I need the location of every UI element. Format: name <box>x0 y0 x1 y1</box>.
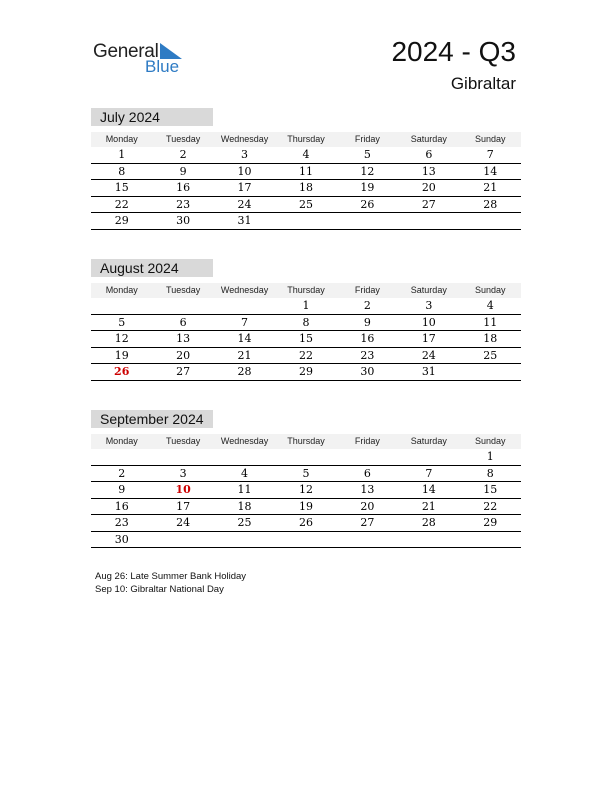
day-cell: 14 <box>237 332 252 345</box>
weekday-label: Wednesday <box>220 285 269 295</box>
day-cell: 12 <box>298 483 313 496</box>
day-cell: 15 <box>114 181 129 194</box>
weekday-label: Tuesday <box>166 134 201 144</box>
week-row <box>91 515 521 532</box>
day-cell: 20 <box>360 499 375 513</box>
weekday-label: Saturday <box>410 285 447 295</box>
day-cell: 6 <box>363 466 371 480</box>
week-row <box>91 364 521 381</box>
day-cell: 7 <box>486 148 494 161</box>
day-cell: 5 <box>363 148 371 161</box>
day-cell: 26 <box>360 197 375 211</box>
day-cell <box>398 532 459 548</box>
weekday-label: Wednesday <box>220 436 269 446</box>
day-cell <box>337 213 398 229</box>
day-cell: 27 <box>176 365 191 378</box>
logo-text-blue: Blue <box>145 57 180 76</box>
month-calendar-september <box>91 410 521 548</box>
week-row <box>91 348 521 365</box>
month-calendar-july <box>91 108 521 230</box>
week-row <box>91 147 521 164</box>
weekday-label: Monday <box>105 436 138 446</box>
day-cell: 3 <box>241 148 249 161</box>
day-cell: 26 <box>298 516 313 529</box>
day-cell: 30 <box>176 214 191 227</box>
day-cell: 2 <box>363 299 371 312</box>
logo-text-general: General <box>93 41 159 62</box>
week-row <box>91 449 521 466</box>
week-row <box>91 532 521 549</box>
day-cell: 14 <box>483 164 498 178</box>
day-cell: 10 <box>237 164 252 178</box>
weekday-label: Sunday <box>474 436 506 446</box>
day-cell <box>275 532 336 548</box>
day-cell <box>460 364 521 380</box>
day-cell: 11 <box>483 315 498 329</box>
week-row <box>91 331 521 348</box>
day-cell: 29 <box>483 516 498 529</box>
day-cell: 4 <box>486 299 494 312</box>
day-cell: 8 <box>302 315 310 329</box>
week-row <box>91 213 521 230</box>
day-cell: 23 <box>360 348 375 362</box>
day-cell: 25 <box>483 348 498 362</box>
day-cell: 17 <box>421 332 436 345</box>
day-cell: 1 <box>302 299 310 312</box>
day-cell: 14 <box>421 483 436 496</box>
day-cell: 24 <box>421 348 436 362</box>
day-cell: 28 <box>421 516 436 529</box>
day-cell <box>275 213 336 229</box>
weekday-label: Sunday <box>474 285 506 295</box>
day-cell: 17 <box>237 181 252 194</box>
day-cell: 29 <box>114 214 129 227</box>
logo <box>93 40 193 80</box>
day-cell: 23 <box>114 516 129 529</box>
page-subtitle: Gibraltar <box>450 74 516 93</box>
day-cell <box>152 532 213 548</box>
day-cell: 5 <box>302 466 310 480</box>
weekday-label: Thursday <box>287 134 325 144</box>
day-cell <box>91 449 152 465</box>
weekday-label: Friday <box>354 134 380 144</box>
day-cell: 15 <box>483 483 498 496</box>
day-cell: 8 <box>486 466 494 480</box>
day-cell: 19 <box>360 181 375 194</box>
day-cell: 3 <box>425 299 433 312</box>
day-cell: 16 <box>360 332 375 345</box>
weekday-label: Monday <box>105 285 138 295</box>
day-cell: 19 <box>298 499 313 513</box>
weekday-label: Wednesday <box>220 134 269 144</box>
month-calendar-august <box>91 259 521 381</box>
day-cell: 20 <box>421 181 436 194</box>
page-title: 2024 - Q3 <box>391 36 516 67</box>
day-cell <box>152 298 213 314</box>
month-title: July 2024 <box>91 108 213 126</box>
week-row <box>91 466 521 483</box>
day-cell: 28 <box>237 365 252 378</box>
month-title: August 2024 <box>91 259 213 277</box>
day-cell: 31 <box>421 365 436 378</box>
week-row <box>91 482 521 499</box>
day-cell: 28 <box>483 197 498 211</box>
weekday-label: Thursday <box>287 436 325 446</box>
day-cell: 27 <box>421 197 436 211</box>
day-cell: 1 <box>486 450 494 463</box>
day-cell <box>460 532 521 548</box>
weekday-label: Saturday <box>410 436 447 446</box>
day-cell: 12 <box>360 164 375 178</box>
holiday-day-cell: 26 <box>114 365 130 378</box>
weekday-header-row <box>91 434 521 449</box>
day-cell <box>214 449 275 465</box>
day-cell: 20 <box>176 348 191 362</box>
day-cell: 19 <box>114 348 129 362</box>
day-cell: 4 <box>302 148 310 161</box>
day-cell <box>214 532 275 548</box>
holiday-day-cell: 10 <box>175 483 191 496</box>
day-cell: 13 <box>421 164 436 178</box>
day-cell: 30 <box>114 532 129 546</box>
day-cell: 31 <box>237 214 252 227</box>
weekday-header-row <box>91 132 521 147</box>
day-cell: 5 <box>118 315 126 329</box>
day-cell: 16 <box>176 181 191 194</box>
day-cell: 9 <box>118 483 126 496</box>
day-cell: 22 <box>114 197 129 211</box>
day-cell: 18 <box>237 499 252 513</box>
day-cell <box>337 532 398 548</box>
day-cell: 18 <box>483 332 498 345</box>
day-cell: 13 <box>176 332 191 345</box>
day-cell: 2 <box>179 148 187 161</box>
weekday-label: Friday <box>354 436 380 446</box>
day-cell: 23 <box>176 197 191 211</box>
day-cell: 21 <box>237 348 252 362</box>
week-row <box>91 499 521 516</box>
day-cell <box>398 213 459 229</box>
day-cell: 11 <box>237 483 252 496</box>
day-cell: 2 <box>118 466 126 480</box>
weekday-label: Tuesday <box>166 285 201 295</box>
day-cell <box>91 298 152 314</box>
day-cell: 24 <box>176 516 191 529</box>
day-cell: 30 <box>360 365 375 378</box>
day-cell <box>337 449 398 465</box>
day-cell <box>152 449 213 465</box>
day-cell: 25 <box>237 516 252 529</box>
day-cell: 4 <box>241 466 249 480</box>
day-cell <box>460 213 521 229</box>
day-cell: 3 <box>179 466 187 480</box>
weekday-label: Monday <box>105 134 138 144</box>
day-cell: 17 <box>176 499 191 513</box>
weekday-label: Saturday <box>410 134 447 144</box>
day-cell: 21 <box>421 499 436 513</box>
day-cell: 6 <box>179 315 187 329</box>
day-cell: 7 <box>241 315 249 329</box>
week-row <box>91 197 521 214</box>
day-cell: 11 <box>298 164 313 178</box>
month-title: September 2024 <box>91 410 213 428</box>
day-cell: 16 <box>114 499 129 513</box>
day-cell: 24 <box>237 197 252 211</box>
day-cell: 25 <box>298 197 313 211</box>
day-cell <box>398 449 459 465</box>
weekday-label: Tuesday <box>166 436 201 446</box>
day-cell: 7 <box>425 466 433 480</box>
day-cell: 9 <box>363 315 371 329</box>
day-cell <box>275 449 336 465</box>
day-cell: 10 <box>421 315 436 329</box>
holiday-notes <box>95 570 246 596</box>
day-cell: 18 <box>298 181 313 194</box>
day-cell: 21 <box>483 181 498 194</box>
weekday-header-row <box>91 283 521 298</box>
holiday-note: Aug 26: Late Summer Bank Holiday <box>95 571 247 582</box>
weekday-label: Friday <box>354 285 380 295</box>
day-cell: 12 <box>114 332 129 345</box>
day-cell: 13 <box>360 483 375 496</box>
weekday-label: Thursday <box>287 285 325 295</box>
day-cell: 29 <box>298 365 313 378</box>
day-cell: 6 <box>425 148 433 161</box>
day-cell <box>214 298 275 314</box>
day-cell: 9 <box>179 164 187 178</box>
day-cell: 1 <box>118 148 126 161</box>
day-cell: 22 <box>298 348 313 362</box>
day-cell: 8 <box>118 164 126 178</box>
day-cell: 15 <box>298 332 313 345</box>
weekday-label: Sunday <box>474 134 506 144</box>
week-row <box>91 164 521 181</box>
week-row <box>91 180 521 197</box>
day-cell: 22 <box>483 499 498 513</box>
holiday-note: Sep 10: Gibraltar National Day <box>95 584 224 595</box>
day-cell: 27 <box>360 516 375 529</box>
week-row <box>91 315 521 332</box>
week-row <box>91 298 521 315</box>
